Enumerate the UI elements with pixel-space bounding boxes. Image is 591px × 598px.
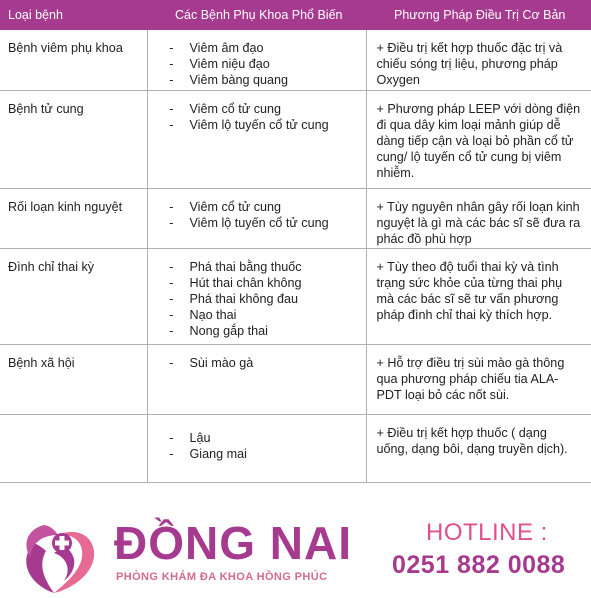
- disease-list: [148, 199, 365, 231]
- disease-list-cell: [147, 90, 366, 188]
- hotline-label: HOTLINE :: [426, 519, 548, 546]
- dash-bullet: -: [169, 430, 174, 445]
- dash-bullet: -: [169, 323, 174, 338]
- disease-type-cell: Rối loạn kinh nguyệt: [0, 188, 147, 248]
- heart-ribbon-cross-logo: [14, 513, 109, 598]
- treatment-method-cell: [366, 414, 591, 482]
- list-item-label: Viêm cổ tử cung: [189, 101, 282, 116]
- list-item: [148, 430, 365, 446]
- list-item: [148, 40, 365, 56]
- list-item: [148, 355, 365, 371]
- disease-type-cell: [0, 414, 147, 482]
- treatment-method-text: + Tùy nguyên nhân gây rối loạn kinh nguyệt là gì mà các bác sĩ sẽ đưa ra phác đồ phù hợp: [376, 199, 581, 246]
- dash-bullet: -: [169, 199, 174, 214]
- disease-type-cell: Bệnh tử cung: [0, 90, 147, 188]
- treatment-method-text: + Phương pháp LEEP với dòng điện đi qua dây kim loại mảnh giúp dễ dàng tiếp cận và loại bỏ phần cổ tử cung/ lộ tuyến cổ tử cung bị viêm nhiễm.: [376, 101, 581, 180]
- disease-list-cell: [147, 248, 366, 344]
- list-item-label: Phá thai không đau: [189, 291, 299, 306]
- treatment-method-text: + Điều trị kết hợp thuốc ( dạng uống, dạng bôi, dạng truyền dịch).: [376, 425, 568, 456]
- table-row: [0, 344, 591, 414]
- disease-type-cell: Đình chỉ thai kỳ: [0, 248, 147, 344]
- dash-bullet: -: [169, 275, 174, 290]
- treatment-method-cell: [366, 188, 591, 248]
- disease-list: [148, 259, 365, 339]
- list-item: [148, 101, 365, 117]
- treatment-method-cell: [366, 30, 591, 90]
- list-item-label: Viêm niệu đạo: [189, 57, 270, 71]
- dash-bullet: -: [169, 307, 174, 322]
- dash-bullet: -: [169, 57, 174, 71]
- disease-type-cell: Bệnh xã hội: [0, 344, 147, 414]
- list-item-label: Giang mai: [189, 446, 247, 461]
- treatment-method-text: + Điều trị kết hợp thuốc đặc trị và chiếu sóng trị liệu, phương pháp Oxygen: [376, 41, 563, 87]
- list-item-label: Viêm cổ tử cung: [189, 199, 282, 214]
- list-item-label: Viêm lộ tuyến cổ tử cung: [189, 215, 329, 230]
- list-item: [148, 72, 365, 88]
- disease-list-cell: [147, 344, 366, 414]
- dash-bullet: -: [169, 41, 174, 55]
- treatment-method-text: + Hỗ trợ điều trị sùi mào gà thông qua phương pháp chiếu tia ALA-PDT loại bỏ các nốt sùi.: [376, 355, 565, 402]
- disease-list: [148, 101, 365, 133]
- list-item-label: Sùi mào gà: [189, 355, 254, 370]
- brand-subtitle: PHÒNG KHÁM ĐA KHOA HỒNG PHÚC: [116, 571, 328, 583]
- list-item: [148, 275, 365, 291]
- list-item-label: Hút thai chân không: [189, 275, 302, 290]
- table-row: [0, 90, 591, 188]
- dash-bullet: -: [169, 73, 174, 87]
- disease-list-cell: [147, 414, 366, 482]
- header-treatment-method: Phương Pháp Điều Trị Cơ Bản: [366, 0, 591, 30]
- footer: [0, 505, 591, 598]
- list-item: [148, 323, 365, 339]
- list-item-label: Viêm lộ tuyến cổ tử cung: [189, 117, 329, 132]
- list-item-label: Nong gắp thai: [189, 323, 268, 338]
- table-row: [0, 188, 591, 248]
- list-item: [148, 291, 365, 307]
- treatment-method-cell: [366, 344, 591, 414]
- disease-list-cell: [147, 30, 366, 90]
- dash-bullet: -: [169, 101, 174, 116]
- treatment-method-cell: [366, 248, 591, 344]
- disease-list: [148, 355, 365, 371]
- list-item-label: Viêm bàng quang: [189, 73, 288, 87]
- disease-list-cell: [147, 188, 366, 248]
- list-item-label: Viêm âm đạo: [189, 41, 264, 55]
- list-item: [148, 259, 365, 275]
- hotline-number[interactable]: 0251 882 0088: [392, 551, 566, 579]
- disease-type-cell: Bệnh viêm phụ khoa: [0, 30, 147, 90]
- list-item: [148, 199, 365, 215]
- dash-bullet: -: [169, 291, 174, 306]
- dash-bullet: -: [169, 355, 174, 370]
- list-item-label: Lậu: [189, 430, 211, 445]
- list-item: [148, 215, 365, 231]
- header-common-diseases: Các Bệnh Phụ Khoa Phổ Biến: [147, 0, 366, 30]
- brand-name: ĐỒNG NAI: [114, 517, 352, 569]
- list-item-label: Nạo thai: [189, 307, 237, 322]
- list-item: [148, 117, 365, 133]
- treatment-method-cell: [366, 90, 591, 188]
- dash-bullet: -: [169, 259, 174, 274]
- list-item: [148, 307, 365, 323]
- list-item-label: Phá thai bằng thuốc: [189, 259, 302, 274]
- table-row: [0, 248, 591, 344]
- list-item: [148, 56, 365, 72]
- disease-list: [148, 430, 365, 462]
- treatment-method-text: + Tùy theo độ tuổi thai kỳ và tình trạng sức khỏe của từng thai phụ mà các bác sĩ sẽ tư vấn phương pháp đình chỉ thai kỳ thích hợp.: [376, 259, 563, 322]
- dash-bullet: -: [169, 215, 174, 230]
- dash-bullet: -: [169, 117, 174, 132]
- list-item: [148, 446, 365, 462]
- table-row: [0, 414, 591, 482]
- dash-bullet: -: [169, 446, 174, 461]
- table-header-row: [0, 0, 591, 30]
- header-disease-type: Loại bệnh: [0, 0, 147, 30]
- disease-list: [148, 40, 365, 88]
- table-row: [0, 30, 591, 90]
